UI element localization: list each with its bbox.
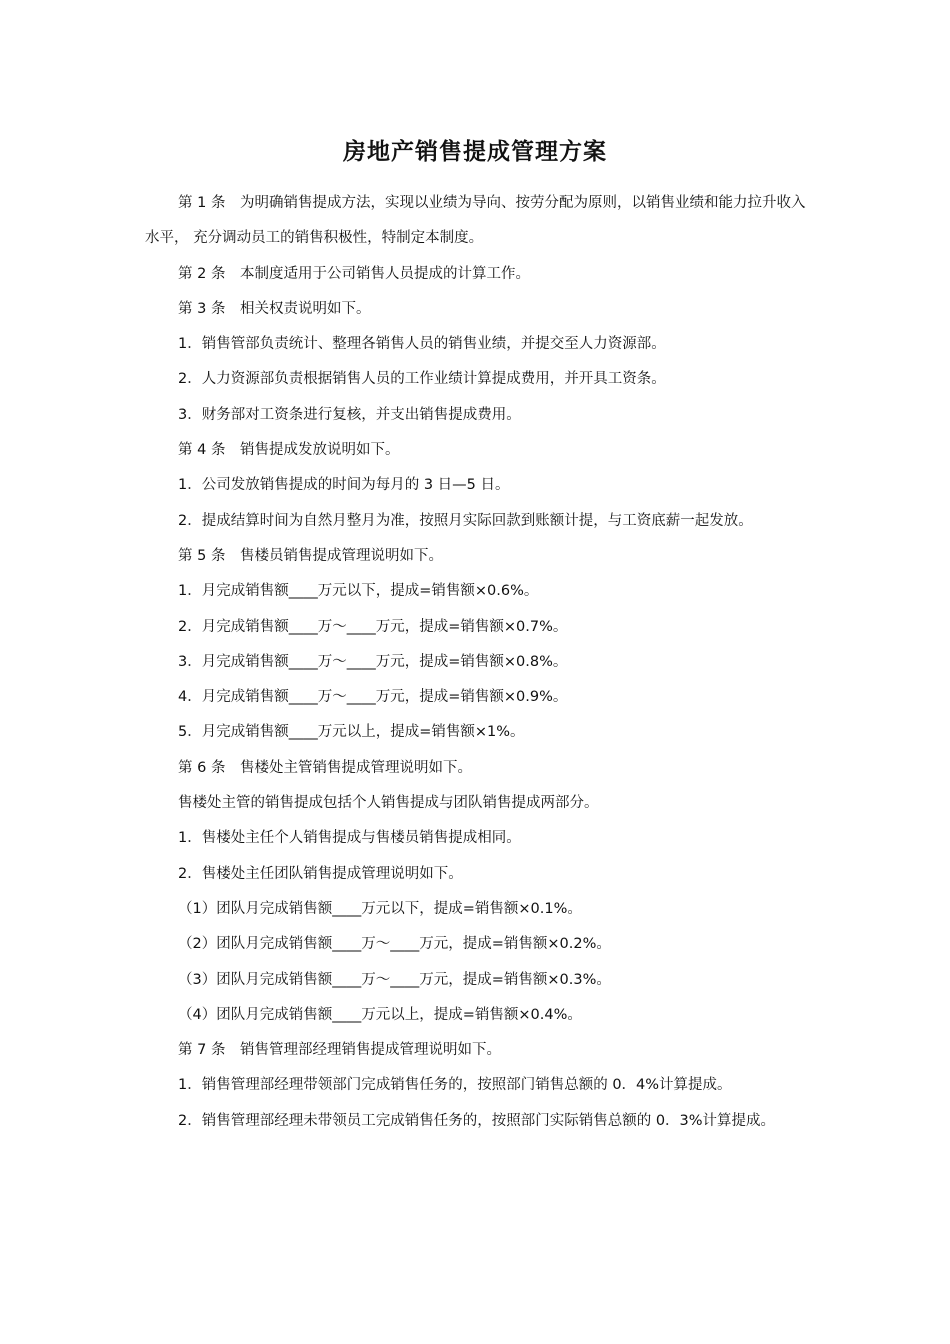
paragraph-article-4-item-1: 1．公司发放销售提成的时间为每月的 3 日—5 日。 — [178, 477, 510, 494]
paragraph-article-6-item-1: 1．售楼处主任个人销售提成与售楼员销售提成相同。 — [178, 830, 521, 847]
document-body — [145, 186, 810, 1139]
paragraph-article-6-subitem-3: （3）团队月完成销售额____万～____万元，提成=销售额×0.3%。 — [178, 971, 611, 988]
paragraph-article-6-subitem-1: （1）团队月完成销售额____万元以下，提成=销售额×0.1%。 — [178, 900, 582, 917]
paragraph-article-6-intro: 售楼处主管的销售提成包括个人销售提成与团队销售提成两部分。 — [178, 795, 599, 812]
paragraph-article-3-item-2: 2．人力资源部负责根据销售人员的工作业绩计算提成费用，并开具工资条。 — [178, 371, 666, 388]
paragraph-article-6-item-2: 2．售楼处主任团队销售提成管理说明如下。 — [178, 865, 463, 882]
paragraph-article-3-item-3: 3．财务部对工资条进行复核，并支出销售提成费用。 — [178, 406, 521, 423]
paragraph-article-2: 第 2 条 本制度适用于公司销售人员提成的计算工作。 — [178, 265, 530, 282]
paragraph-article-5-item-3: 3．月完成销售额____万～____万元，提成=销售额×0.8%。 — [178, 653, 568, 670]
paragraph-article-5: 第 5 条 售楼员销售提成管理说明如下。 — [178, 547, 443, 564]
document-title: 房地产销售提成管理方案 — [343, 139, 607, 165]
paragraph-article-5-item-4: 4．月完成销售额____万～____万元，提成=销售额×0.9%。 — [178, 689, 568, 706]
paragraph-article-3-item-1: 1．销售管部负责统计、整理各销售人员的销售业绩，并提交至人力资源部。 — [178, 336, 666, 353]
paragraph-article-3: 第 3 条 相关权责说明如下。 — [178, 300, 371, 317]
paragraph-article-4: 第 4 条 销售提成发放说明如下。 — [178, 442, 400, 459]
paragraph-article-5-item-5: 5．月完成销售额____万元以上，提成=销售额×1%。 — [178, 724, 525, 741]
paragraph-article-5-item-1: 1．月完成销售额____万元以下，提成=销售额×0.6%。 — [178, 583, 539, 600]
paragraph-article-6: 第 6 条 售楼处主管销售提成管理说明如下。 — [178, 759, 472, 776]
paragraph-article-7-item-1: 1．销售管理部经理带领部门完成销售任务的，按照部门销售总额的 0．4%计算提成。 — [178, 1077, 732, 1094]
paragraph-article-4-item-2: 2．提成结算时间为自然月整月为准，按照月实际回款到账额计提，与工资底薪一起发放。 — [178, 512, 753, 529]
paragraph-article-5-item-2: 2．月完成销售额____万～____万元，提成=销售额×0.7%。 — [178, 618, 568, 635]
paragraph-article-7: 第 7 条 销售管理部经理销售提成管理说明如下。 — [178, 1042, 501, 1059]
paragraph-article-1: 第 1 条 为明确销售提成方法，实现以业绩为导向、按劳分配为原则，以销售业绩和能力拉升收入水平， 充分调动员工的销售积极性，特制定本制度。 — [145, 195, 806, 247]
paragraph-article-7-item-2: 2．销售管理部经理未带领员工完成销售任务的，按照部门实际销售总额的 0．3%计算提成。 — [178, 1112, 776, 1129]
paragraph-article-6-subitem-2: （2）团队月完成销售额____万～____万元，提成=销售额×0.2%。 — [178, 936, 611, 953]
paragraph-article-6-subitem-4: （4）团队月完成销售额____万元以上，提成=销售额×0.4%。 — [178, 1006, 582, 1023]
